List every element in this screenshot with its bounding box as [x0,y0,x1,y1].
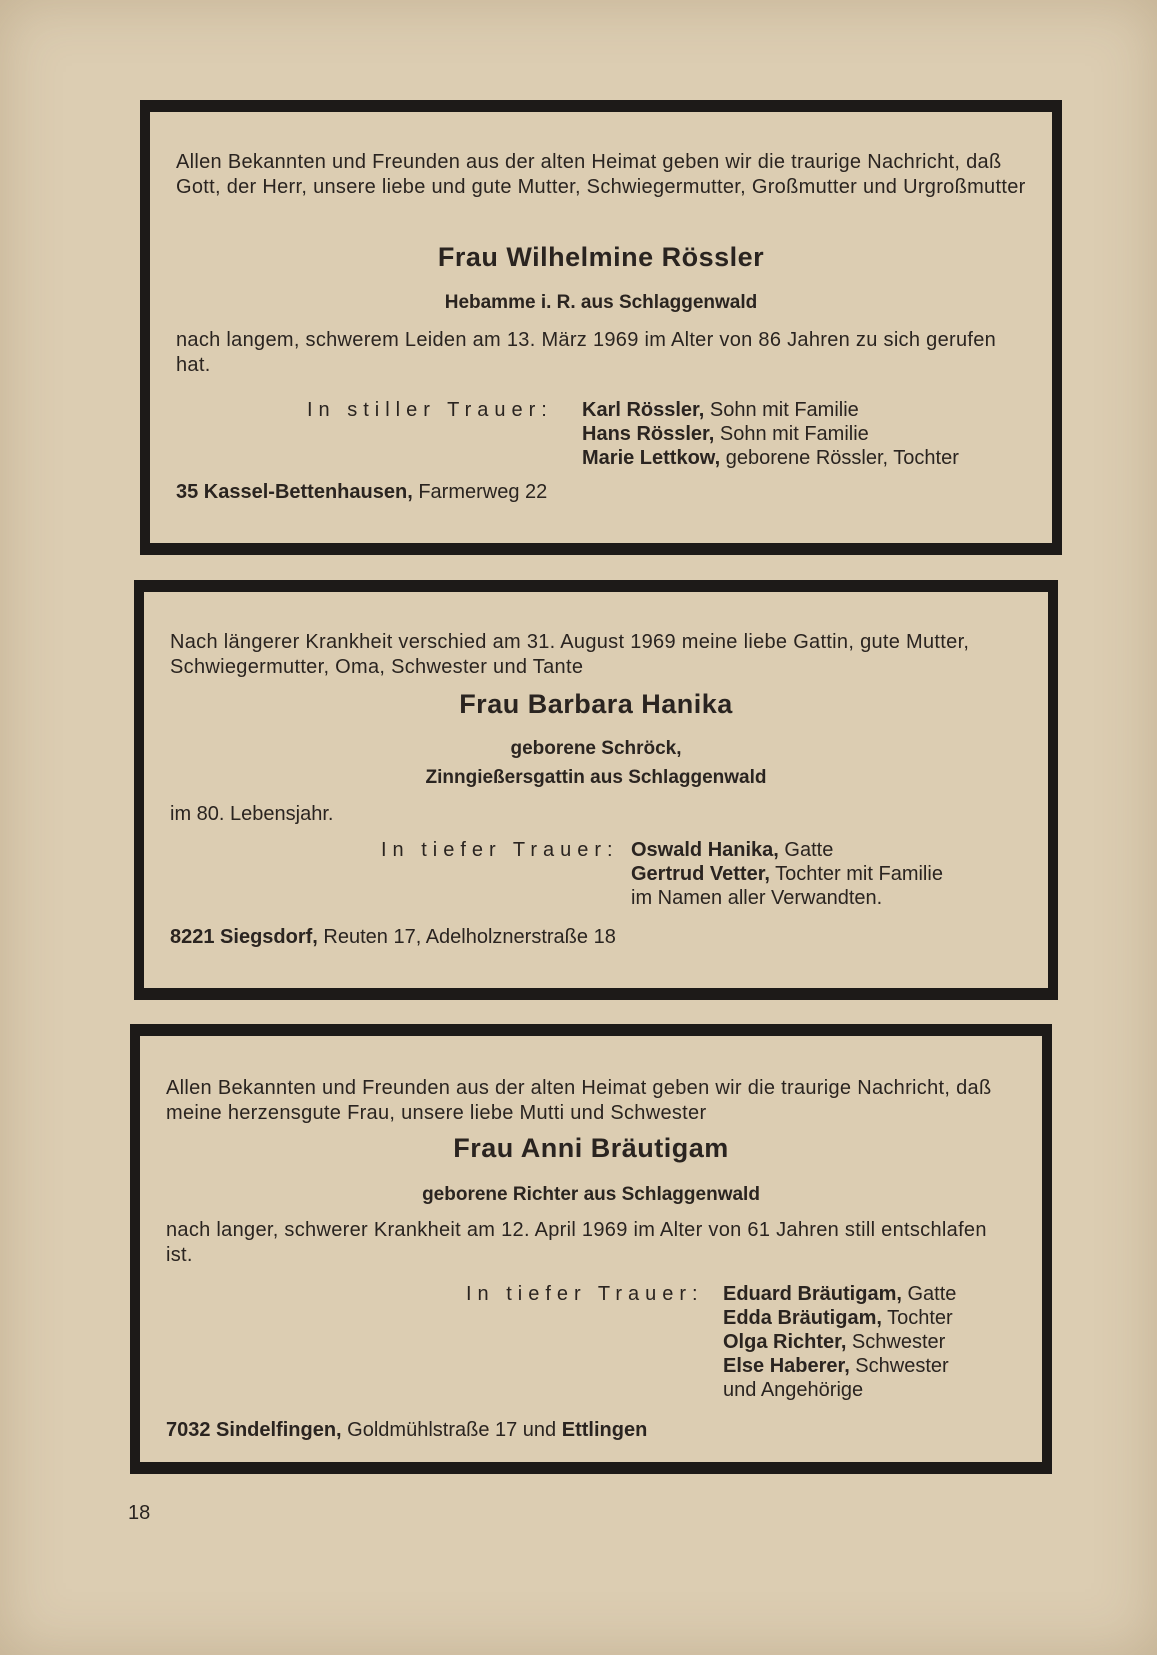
page-number: 18 [128,1502,151,1524]
obituary-notice-2 [134,580,1058,1000]
obituary-notice-3 [130,1024,1052,1474]
family-address: 35 Kassel-Bettenhausen, Farmerweg 22 [176,481,548,503]
mourner-entry: Edda Bräutigam, Tochter [723,1307,953,1329]
mourner-entry: Marie Lettkow, geborene Rössler, Tochter [582,447,959,469]
notice-intro: Nach längerer Krankheit verschied am 31. August 1969 meine liebe Gattin, gute Mutter, Schwiegermutter, Oma, Schwester und Tante [170,631,970,678]
deceased-subtitle: geborene Schröck, [510,738,682,759]
mourner-entry: im Namen aller Verwandten. [631,887,883,909]
obituary-notice-1 [140,100,1062,555]
notice-closing: nach langer, schwerer Krankheit am 12. April 1969 im Alter von 61 Jahren still entschlafen ist. [166,1219,987,1266]
deceased-subtitle: Hebamme i. R. aus Schlaggenwald [444,292,758,313]
deceased-name: Frau Barbara Hanika [459,689,733,719]
deceased-subtitle: geborene Richter aus Schlaggenwald [422,1184,760,1205]
family-address: 7032 Sindelfingen, Goldmühlstraße 17 und Ettlingen [166,1419,648,1441]
mourners-list [723,1282,956,1402]
family-address: 8221 Siegsdorf, Reuten 17, Adelholznerstraße 18 [170,926,616,948]
mourner-entry: und Angehörige [723,1379,864,1401]
deceased-name: Frau Anni Bräutigam [453,1133,729,1163]
mourner-entry: Else Haberer, Schwester [723,1355,949,1377]
deceased-occupation: Zinngießersgattin aus Schlaggenwald [425,767,767,788]
notice-intro: Allen Bekannten und Freunden aus der alten Heimat geben wir die traurige Nachricht, daß meine herzensgute Frau, unsere liebe Mutti und Schwester [166,1077,992,1124]
notice-closing: nach langem, schwerem Leiden am 13. März 1969 im Alter von 86 Jahren zu sich gerufen hat. [176,329,997,376]
mourner-entry: Olga Richter, Schwester [723,1331,946,1353]
mourning-label: In stiller Trauer: [307,399,553,421]
notice-intro: Allen Bekannten und Freunden aus der alten Heimat geben wir die traurige Nachricht, daß Gott, der Herr, unsere liebe und gute Mutter, Schwiegermutter, Großmutter und Urgroßmutter [176,151,1026,198]
mourner-entry: Karl Rössler, Sohn mit Familie [582,399,859,421]
mourner-entry: Gertrud Vetter, Tochter mit Familie [631,863,943,885]
deceased-name: Frau Wilhelmine Rössler [437,242,765,272]
mourner-entry: Oswald Hanika, Gatte [631,839,834,861]
mourner-entry: Hans Rössler, Sohn mit Familie [582,423,869,445]
mourner-entry: Eduard Bräutigam, Gatte [723,1283,957,1305]
mourners-list [582,398,959,470]
mourners-list [631,838,943,910]
mourning-label: In tiefer Trauer: [466,1283,704,1305]
mourning-label: In tiefer Trauer: [381,839,619,861]
notice-closing: im 80. Lebensjahr. [170,803,334,825]
